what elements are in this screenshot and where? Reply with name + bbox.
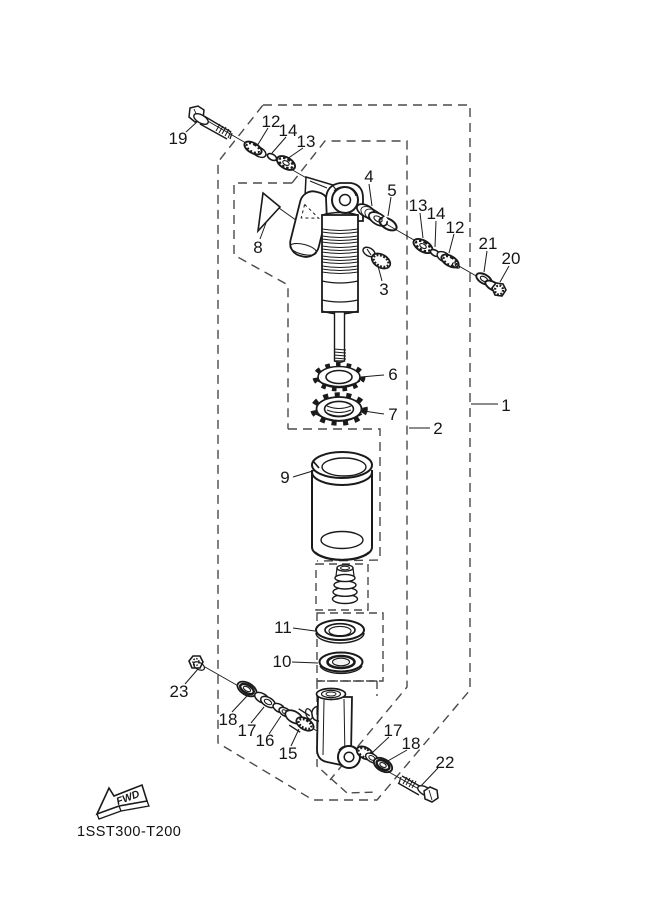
alignment-triangle-8 [258,193,280,231]
washer-13-upper [275,153,298,173]
fwd-label: FWD [114,788,142,808]
spring-seat-10 [320,653,363,674]
callout-12-upper: 12 [261,112,281,131]
clip-ring-5 [377,215,398,233]
callout-1: 1 [501,396,511,415]
boundary-outline-spring-section [288,429,380,561]
callout-2: 2 [433,419,443,438]
nut-23 [189,656,206,672]
callout-13-right: 13 [408,196,428,215]
spring-seat-11 [316,620,364,643]
callout-10: 10 [272,652,292,671]
adjuster-nut-7 [313,395,365,423]
callout-17-left: 17 [237,721,257,740]
drawing-number: 1SST300-T200 [77,824,182,840]
callout-14-right: 14 [426,204,446,223]
callout-3: 3 [379,280,389,299]
callout-7: 7 [388,405,398,424]
callout-13-upper: 13 [296,132,316,151]
flange-nut-20 [484,278,506,296]
callout-23: 23 [169,682,189,701]
callout-11: 11 [274,618,292,637]
callout-4: 4 [364,167,374,186]
callout-21: 21 [478,234,498,253]
rubber-bumper [333,565,358,604]
callout-18-right: 18 [401,734,421,753]
top-mount-eye [332,187,358,213]
callout-15: 15 [278,744,298,763]
callout-16: 16 [255,731,275,750]
callout-17-right: 17 [383,721,403,740]
callout-12-right: 12 [445,218,465,237]
callout-5: 5 [387,181,397,200]
callout-8: 8 [253,238,263,257]
callout-19: 19 [168,129,188,148]
callout-14-upper: 14 [278,121,298,140]
spring-9 [312,452,372,560]
callout-20: 20 [501,249,521,268]
callout-18-left: 18 [218,710,238,729]
callout-22: 22 [435,753,455,772]
bushing-12-upper [242,139,267,160]
fwd-arrow [97,785,149,819]
bolt-22 [398,776,438,802]
callout-6: 6 [388,365,398,384]
bushing-12-right [435,249,460,270]
lock-nut-6 [315,365,363,389]
shock-absorber [287,177,363,363]
callout-9: 9 [280,468,290,487]
adjuster-screw-3 [361,245,393,271]
